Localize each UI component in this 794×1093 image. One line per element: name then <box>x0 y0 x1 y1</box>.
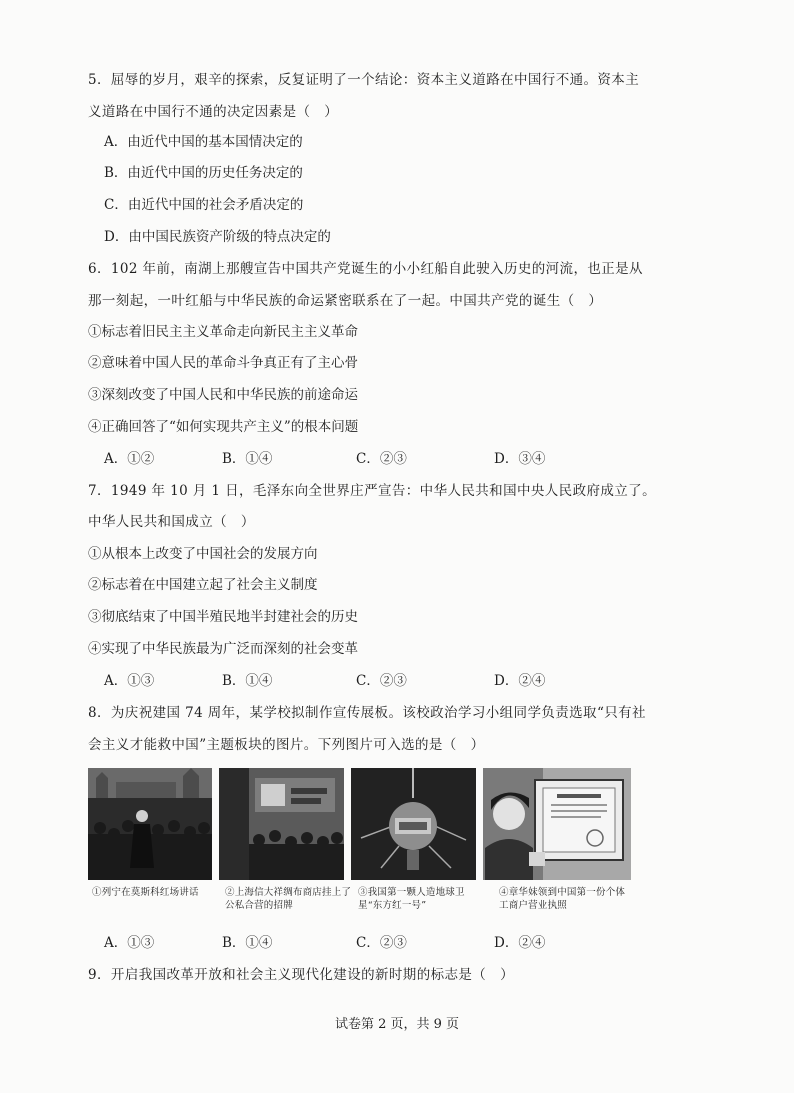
q6-choice-b: B．①④ <box>222 451 273 467</box>
q6-statement-3: ③深刻改变了中国人民和中华民族的前途命运 <box>88 387 358 403</box>
photo-lenin-speech <box>88 768 212 880</box>
q8-choice-b: B．①④ <box>222 935 273 951</box>
q7-choice-a: A．①③ <box>104 673 155 689</box>
q6-statement-1: ①标志着旧民主主义革命走向新民主主义革命 <box>88 324 358 340</box>
photo-caption-1: ①列宁在莫斯科红场讲话 <box>92 887 199 898</box>
q5-stem-line1: 5．屈辱的岁月，艰辛的探索，反复证明了一个结论：资本主义道路在中国行不通。资本主 <box>88 72 640 88</box>
photo-shanghai-store <box>219 768 344 880</box>
q6-choice-a: A．①② <box>104 451 155 467</box>
photo-caption-4: ④章华妹领到中国第一份个体工商户营业执照 <box>499 887 626 911</box>
q5-stem-line2: 义道路在中国行不通的决定因素是（ ） <box>88 104 339 120</box>
q7-choice-d: D．②④ <box>494 673 546 689</box>
q7-stem-line1: 7．1949 年 10 月 1 日，毛泽东向全世界庄严宣告：中华人民共和国中央人民政府成立了。 <box>88 483 656 499</box>
photo-caption-3: ③我国第一颗人造地球卫星“东方红一号” <box>358 887 465 911</box>
q6-statement-4: ④正确回答了“如何实现共产主义”的根本问题 <box>88 419 359 435</box>
q7-statement-3: ③彻底结束了中国半殖民地半封建社会的历史 <box>88 609 358 625</box>
q7-statement-2: ②标志着在中国建立起了社会主义制度 <box>88 577 318 593</box>
photo-business-license <box>483 768 631 880</box>
q6-stem-line1: 6．102 年前，南湖上那艘宣告中国共产党诞生的小小红船自此驶入历史的河流，也正是从 <box>88 261 643 277</box>
q7-stem-line2: 中华人民共和国成立（ ） <box>88 514 255 530</box>
photo-satellite <box>351 768 476 880</box>
q7-choice-b: B．①④ <box>222 673 273 689</box>
q8-choice-d: D．②④ <box>494 935 546 951</box>
q7-statement-4: ④实现了中华民族最为广泛而深刻的社会变革 <box>88 641 358 657</box>
q8-choice-a: A．①③ <box>104 935 155 951</box>
q6-choice-c: C．②③ <box>356 451 407 467</box>
q6-choice-d: D．③④ <box>494 451 546 467</box>
q5-option-a: A．由近代中国的基本国情决定的 <box>104 134 303 150</box>
q9-stem-line1: 9．开启我国改革开放和社会主义现代化建设的新时期的标志是（ ） <box>88 967 514 983</box>
q5-option-b: B．由近代中国的历史任务决定的 <box>104 165 303 181</box>
photo-caption-2: ②上海信大祥绸布商店挂上了公私合营的招牌 <box>225 887 352 911</box>
q8-stem-line2: 会主义才能救中国”主题板块的图片。下列图片可入选的是（ ） <box>88 737 485 753</box>
q7-statement-1: ①从根本上改变了中国社会的发展方向 <box>88 546 318 562</box>
q5-option-c: C．由近代中国的社会矛盾决定的 <box>104 197 304 213</box>
page-footer: 试卷第 2 页，共 9 页 <box>334 1017 460 1032</box>
q6-stem-line2: 那一刻起，一叶红船与中华民族的命运紧密联系在了一起。中国共产党的诞生（ ） <box>88 293 603 309</box>
q8-stem-line1: 8．为庆祝建国 74 周年，某学校拟制作宣传展板。该校政治学习小组同学负责选取“只有社 <box>88 705 646 721</box>
q8-choice-c: C．②③ <box>356 935 407 951</box>
q6-statement-2: ②意味着中国人民的革命斗争真正有了主心骨 <box>88 355 358 371</box>
q7-choice-c: C．②③ <box>356 673 407 689</box>
q5-option-d: D．由中国民族资产阶级的特点决定的 <box>104 229 331 245</box>
